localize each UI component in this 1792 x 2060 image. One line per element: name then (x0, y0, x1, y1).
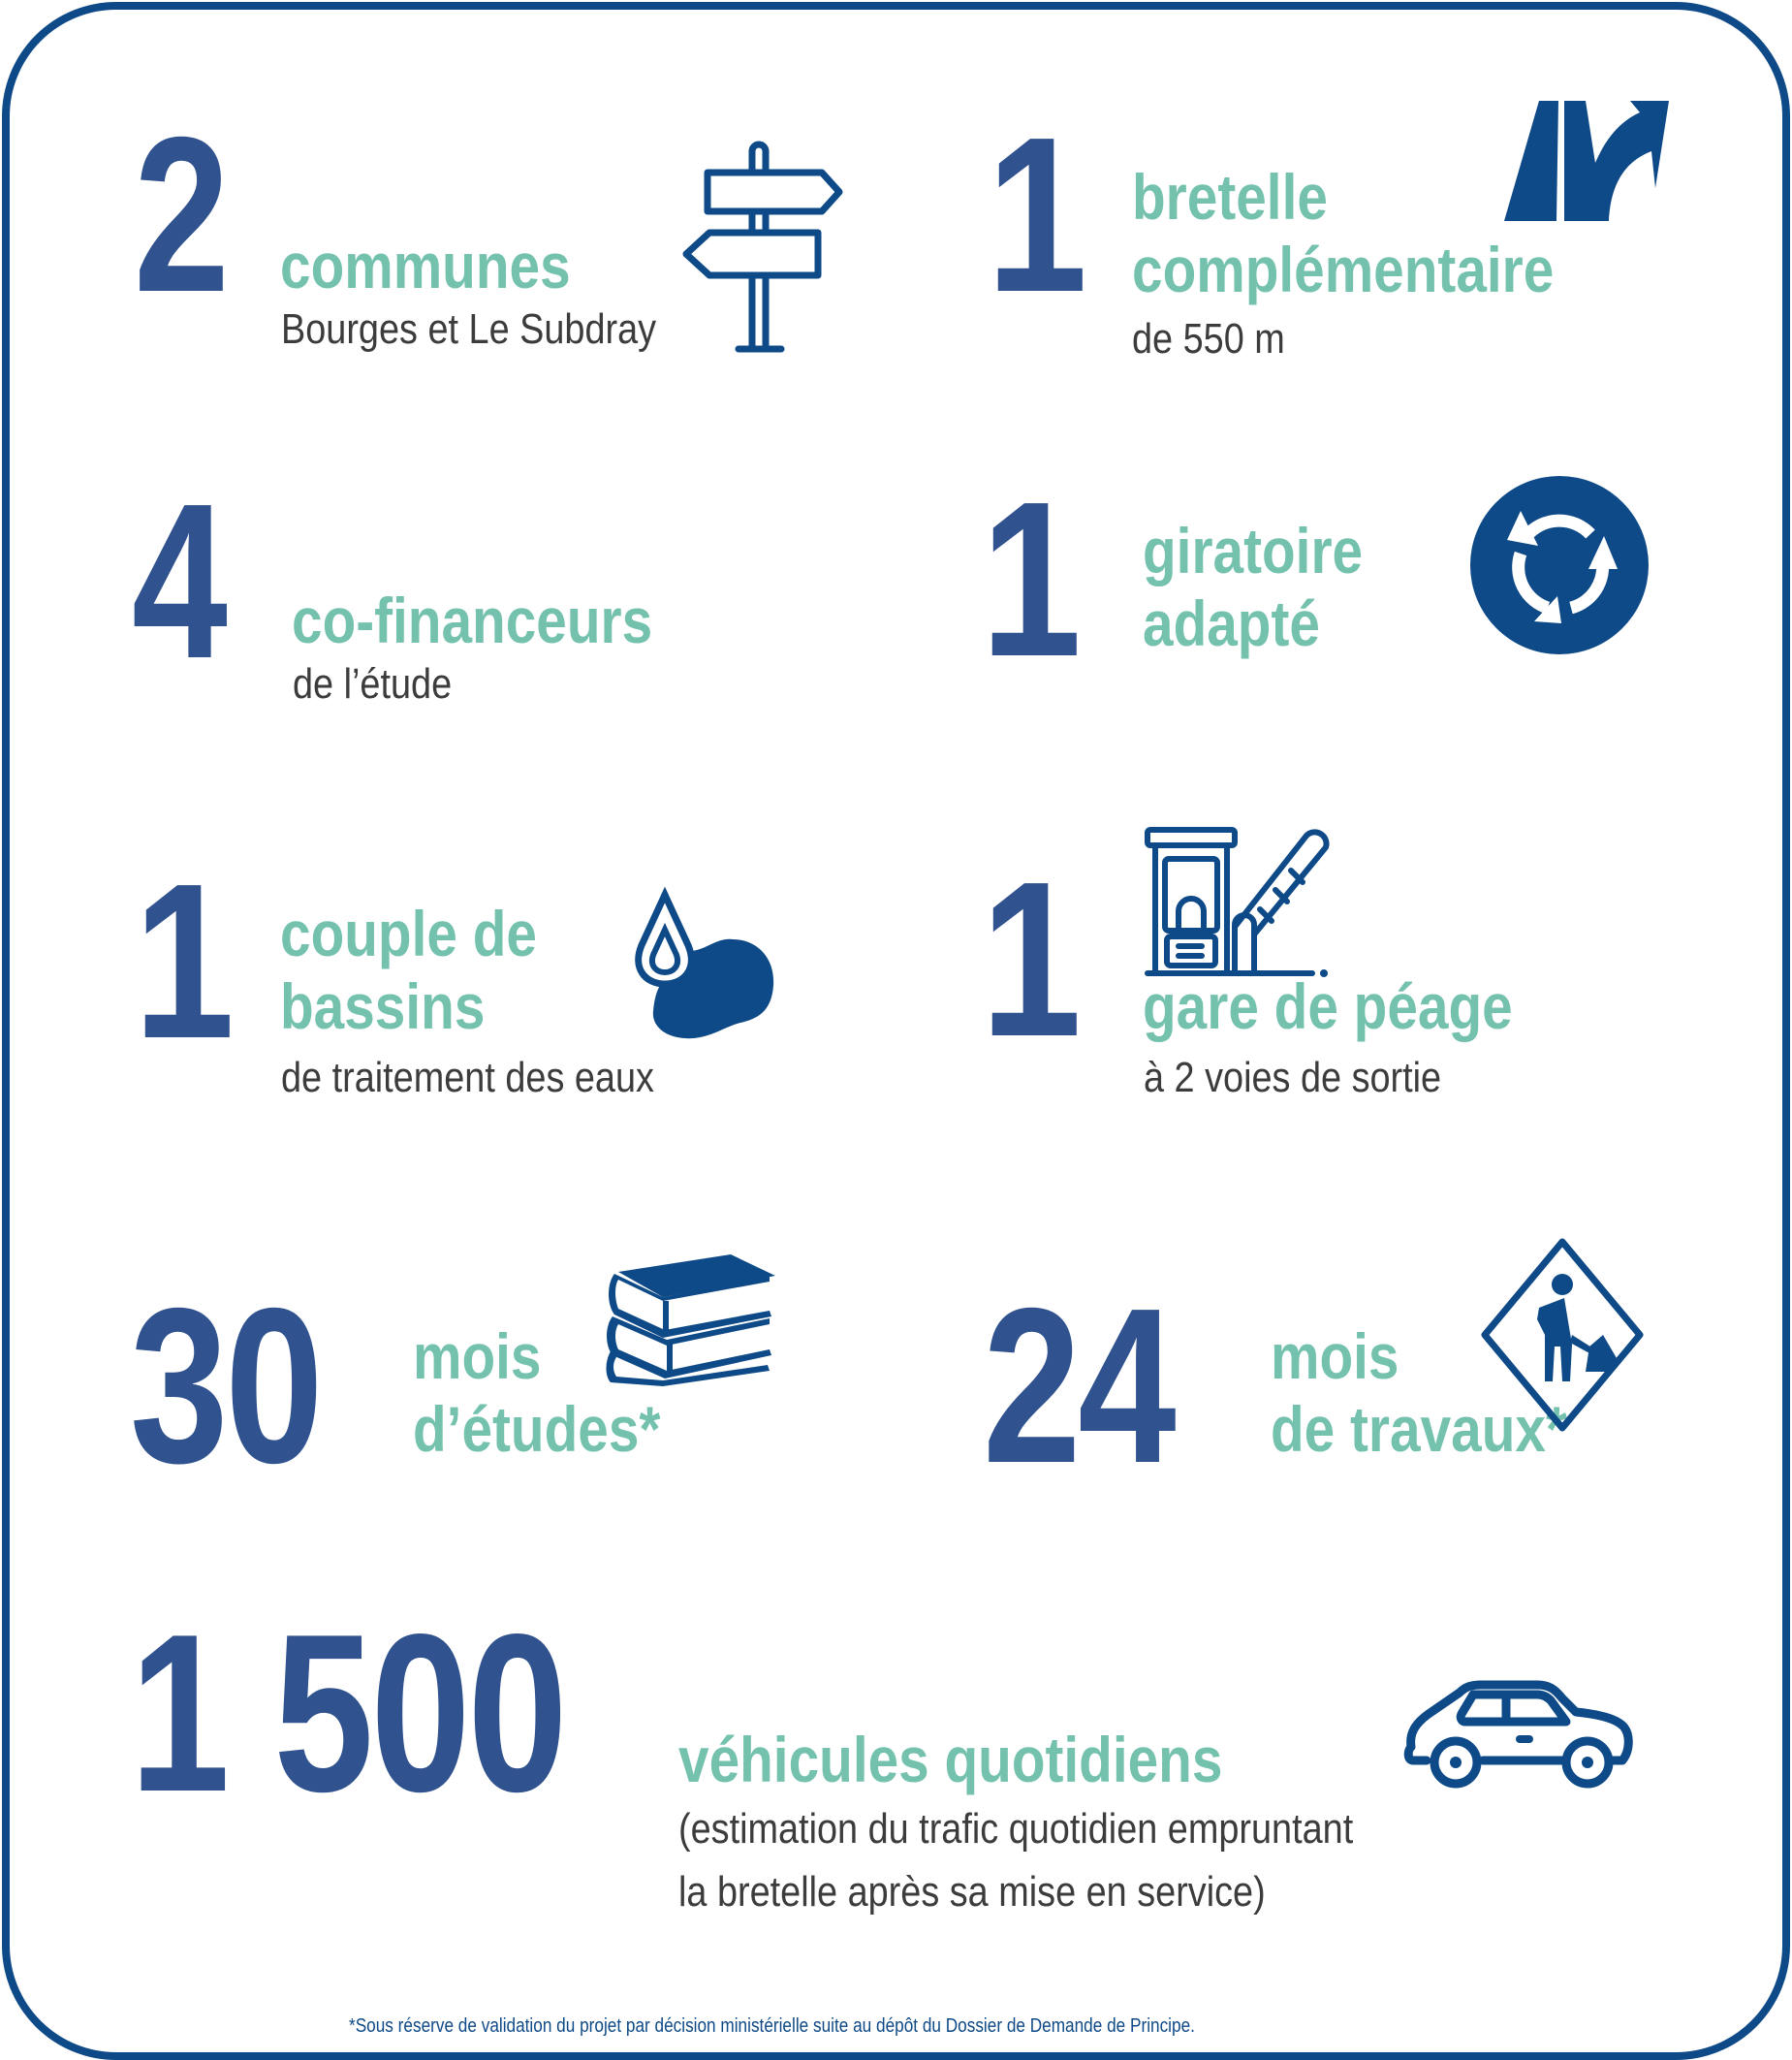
stat-travaux-label-line2: de travaux* (1271, 1393, 1568, 1465)
stat-bassins-label-line2: bassins (280, 970, 486, 1042)
footnote: *Sous réserve de validation du projet par décision ministérielle suite au dépôt du Dossier de Demande de Principe. (349, 2015, 1195, 2037)
stat-bassins-detail: de traitement des eaux (281, 1054, 654, 1101)
car-icon (1401, 1679, 1632, 1788)
stat-etudes-number: 30 (130, 1263, 321, 1509)
stat-communes-label: communes (280, 230, 571, 301)
toll-booth-barrier-icon (1146, 828, 1330, 977)
stat-bretelle-label-line2: complémentaire (1132, 234, 1555, 305)
stat-giratoire-label-line1: giratoire (1143, 515, 1364, 586)
stat-vehicules-detail-line1: (estimation du trafic quotidien empruntant (678, 1805, 1354, 1853)
stat-bassins-label-line1: couple de (280, 898, 537, 969)
stat-vehicules-detail-line2: la bretelle après sa mise en service) (678, 1868, 1266, 1916)
stat-peage-detail: à 2 voies de sortie (1144, 1054, 1442, 1101)
stat-travaux-number: 24 (983, 1263, 1174, 1509)
roundabout-icon (1470, 476, 1649, 654)
stat-etudes-label-line2: d’études* (413, 1393, 661, 1465)
stat-travaux-label-line1: mois (1271, 1320, 1399, 1392)
stat-vehicules-label: véhicules quotidiens (678, 1724, 1223, 1795)
stat-peage-number: 1 (981, 837, 1079, 1083)
stat-communes-detail: Bourges et Le Subdray (281, 305, 657, 353)
signpost-icon (680, 142, 843, 355)
stat-cofinanceurs-number: 4 (132, 459, 225, 705)
stat-cofinanceurs-detail: de l’étude (293, 660, 453, 708)
stat-vehicules-number: 1 500 (130, 1588, 565, 1839)
books-stack-icon (605, 1254, 775, 1386)
stat-bretelle-label-line1: bretelle (1132, 161, 1328, 233)
highway-exit-ramp-icon (1502, 101, 1669, 221)
stat-cofinanceurs-label: co-financeurs (292, 585, 653, 656)
stat-giratoire-number: 1 (981, 457, 1079, 703)
stat-bassins-number: 1 (134, 839, 232, 1085)
water-drop-pond-icon (624, 891, 777, 1040)
stat-bretelle-number: 1 (987, 92, 1085, 338)
stat-communes-number: 2 (134, 92, 227, 338)
stat-giratoire-label-line2: adapté (1143, 587, 1320, 659)
stat-peage-label: gare de péage (1143, 970, 1513, 1042)
road-works-sign-icon (1481, 1238, 1644, 1432)
stat-etudes-label-line1: mois (413, 1320, 542, 1392)
stat-bretelle-detail: de 550 m (1132, 315, 1285, 363)
